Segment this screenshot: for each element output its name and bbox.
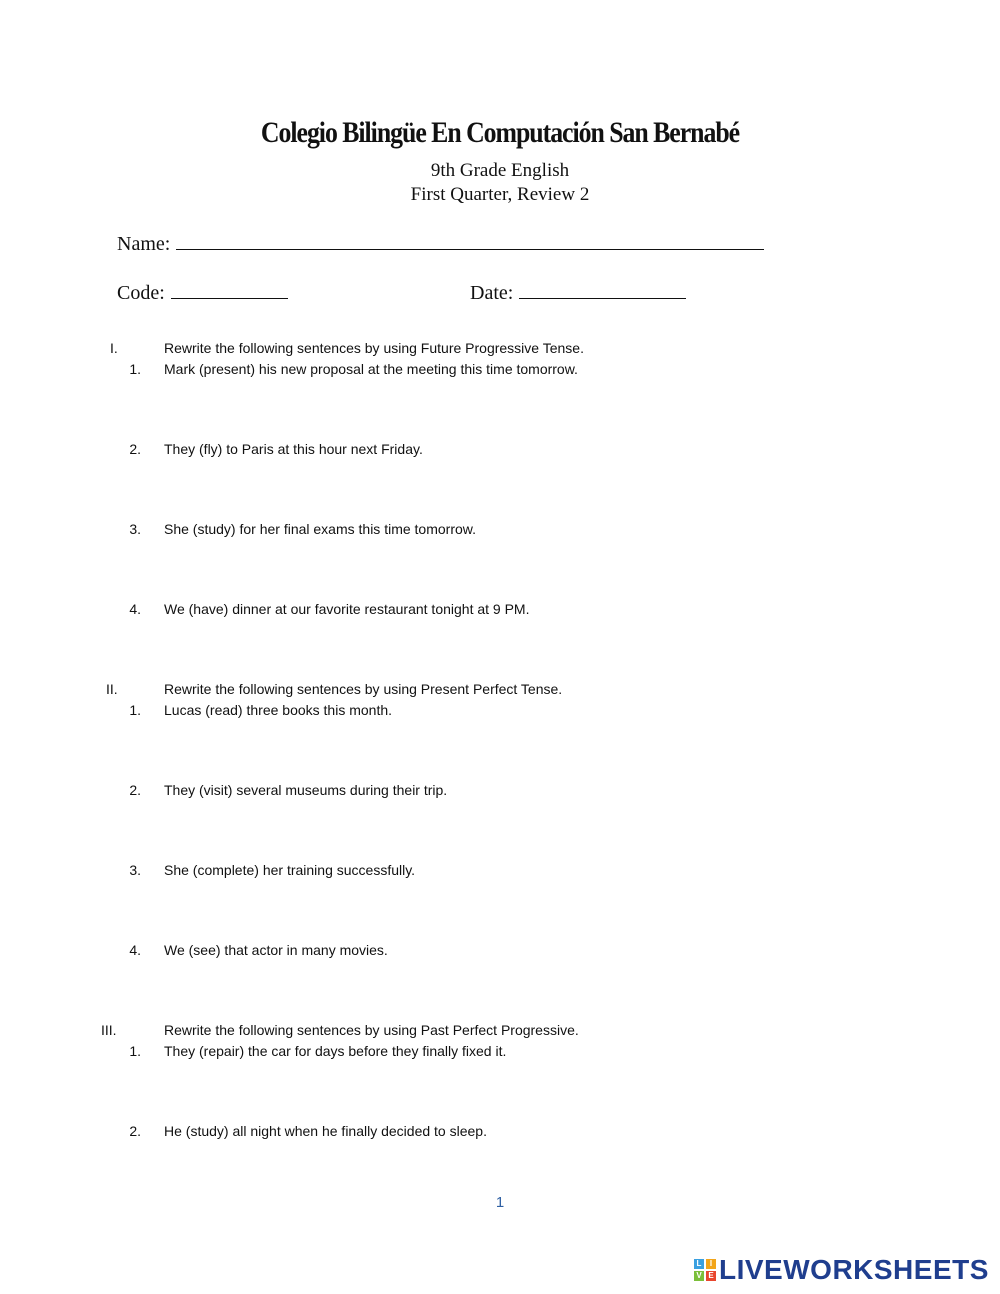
school-title: Colegio Bilingüe En Computación San Bernabé bbox=[260, 116, 740, 149]
section-numeral: II. bbox=[106, 681, 118, 697]
item-sentence: They (fly) to Paris at this hour next Friday. bbox=[164, 441, 423, 457]
section-instruction: Rewrite the following sentences by using Past Perfect Progressive. bbox=[164, 1022, 579, 1038]
item-number: 2. bbox=[129, 1123, 141, 1139]
item-sentence: We (see) that actor in many movies. bbox=[164, 942, 388, 958]
liveworksheets-logo[interactable] bbox=[694, 1255, 989, 1285]
item-sentence: Lucas (read) three books this month. bbox=[164, 702, 393, 718]
item-sentence: She (complete) her training successfully. bbox=[164, 862, 416, 878]
section-numeral: I. bbox=[110, 340, 118, 356]
logo-badge-letter: E bbox=[706, 1271, 716, 1281]
logo-text: LIVEWORKSHEETS bbox=[719, 1254, 989, 1285]
item-number: 1. bbox=[129, 702, 141, 718]
item-number: 2. bbox=[129, 441, 141, 457]
logo-badge-letter: L bbox=[694, 1259, 704, 1269]
item-sentence: She (study) for her final exams this time tomorrow. bbox=[164, 521, 476, 537]
course-subtitle: 9th Grade English bbox=[430, 160, 570, 181]
date-label: Date: bbox=[470, 282, 514, 304]
date-blank-line[interactable] bbox=[519, 280, 686, 299]
code-label: Code: bbox=[117, 282, 165, 304]
name-label: Name: bbox=[117, 233, 171, 255]
section-instruction: Rewrite the following sentences by using Future Progressive Tense. bbox=[164, 340, 584, 356]
item-number: 2. bbox=[129, 782, 141, 798]
logo-badge-letter: V bbox=[694, 1271, 704, 1281]
name-blank-line[interactable] bbox=[176, 231, 764, 250]
item-number: 4. bbox=[129, 942, 141, 958]
date-field[interactable] bbox=[470, 280, 686, 305]
item-sentence: They (repair) the car for days before they finally fixed it. bbox=[164, 1043, 507, 1059]
logo-badge-icon bbox=[694, 1259, 716, 1281]
item-number: 3. bbox=[129, 521, 141, 537]
review-subtitle: First Quarter, Review 2 bbox=[410, 184, 590, 205]
item-sentence: We (have) dinner at our favorite restaurant tonight at 9 PM. bbox=[164, 601, 530, 617]
item-sentence: Mark (present) his new proposal at the meeting this time tomorrow. bbox=[164, 361, 578, 377]
code-blank-line[interactable] bbox=[171, 280, 288, 299]
item-sentence: He (study) all night when he finally decided to sleep. bbox=[164, 1123, 487, 1139]
item-number: 3. bbox=[129, 862, 141, 878]
item-sentence: They (visit) several museums during their trip. bbox=[164, 782, 448, 798]
page-number: 1 bbox=[495, 1194, 505, 1211]
section-instruction: Rewrite the following sentences by using Present Perfect Tense. bbox=[164, 681, 563, 697]
name-field[interactable] bbox=[117, 231, 764, 256]
item-number: 4. bbox=[129, 601, 141, 617]
item-number: 1. bbox=[129, 361, 141, 377]
item-number: 1. bbox=[129, 1043, 141, 1059]
section-numeral: III. bbox=[101, 1022, 117, 1038]
logo-badge-letter: I bbox=[706, 1259, 716, 1269]
code-field[interactable] bbox=[117, 280, 288, 305]
